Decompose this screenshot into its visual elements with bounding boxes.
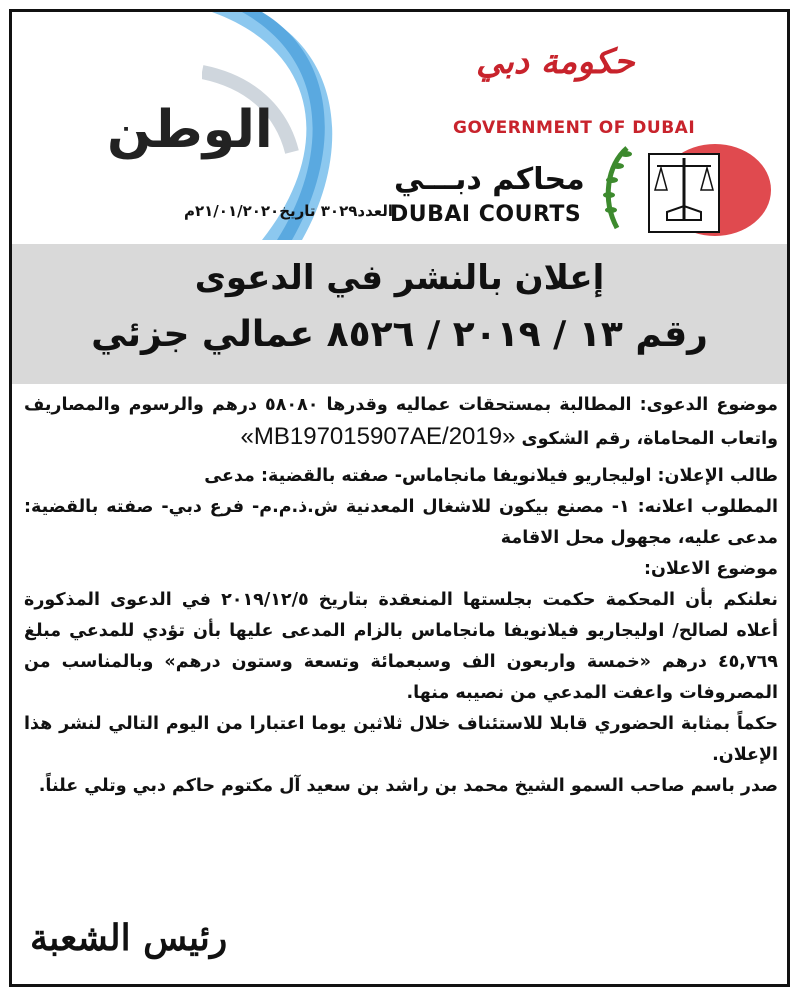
issue-date: العدد٣٠٢٩ تاريخ٢١/٠١/٢٠٢٠م: [184, 202, 394, 220]
judgment-text: حكماً بمثابة الحضوري قابلا للاستئناف خلال ثلاثين يوما اعتبارا من اليوم التالي لنشر هذا الإعلان.: [24, 714, 778, 765]
notice-heading: موضوع الاعلان:: [644, 559, 778, 579]
applicant: طالب الإعلان: اوليجاريو فيلانويفا مانجاماس- صفته بالقضية: مدعى: [204, 466, 778, 486]
complaint-reference: «MB197015907AE/2019»: [240, 423, 516, 450]
case-subject: [24, 390, 778, 455]
courts-name-arabic: محاكم دبـــي: [394, 162, 585, 197]
defendant: المطلوب اعلانه: ١- مصنع بيكون للاشغال المعدنية ش.ذ.م.م- فرع دبي- صفته بالقضية: مدعى عليه، مجهول محل الاقامة: [24, 497, 778, 548]
closing-text: صدر باسم صاحب السمو الشيخ محمد بن راشد بن سعيد آل مكتوم حاكم دبي وتلي علناً.: [38, 776, 778, 796]
notice-title: إعلان بالنشر في الدعوى: [194, 258, 605, 298]
government-logo-english: GOVERNMENT OF DUBAI: [453, 118, 696, 138]
newspaper-logo: الوطن: [107, 100, 273, 160]
courts-name-english: DUBAI COURTS: [390, 202, 582, 227]
case-subject-text: موضوع الدعوى: المطالبة بمستحقات عماليه وقدرها ٥٨٠٨٠ درهم والرسوم والمصاريف واتعاب المحاماة، رقم الشكوى: [24, 395, 779, 449]
case-number: رقم ١٣ / ٢٠١٩ / ٨٥٢٦ عمالي جزئي: [91, 314, 708, 355]
signature: رئيس الشعبة: [30, 917, 228, 959]
notice-text: نعلنكم بأن المحكمة حكمت بجلستها المنعقدة بتاريخ ٢٠١٩/١٢/٥ في الدعوى المذكورة أعلاه لصالح/ اوليجاريو فيلانويفا مانجاماس بالزام المدعى عليها بأن تؤدي للمدعي مبلغ ٤٥,٧٦٩ درهم «خمسة واربعون الف وسبعمائة وتسعة وستون درهم» وبالمناسب من المصروفات واعفت المدعي من نصيبه منها.: [24, 590, 778, 703]
notice-body: [24, 390, 778, 802]
scales-of-justice-icon: [597, 140, 772, 240]
notice-title-band: [12, 244, 787, 384]
government-logo-arabic: حكومة دبي: [476, 42, 635, 82]
header: [12, 12, 787, 240]
notice-frame: [9, 9, 790, 987]
